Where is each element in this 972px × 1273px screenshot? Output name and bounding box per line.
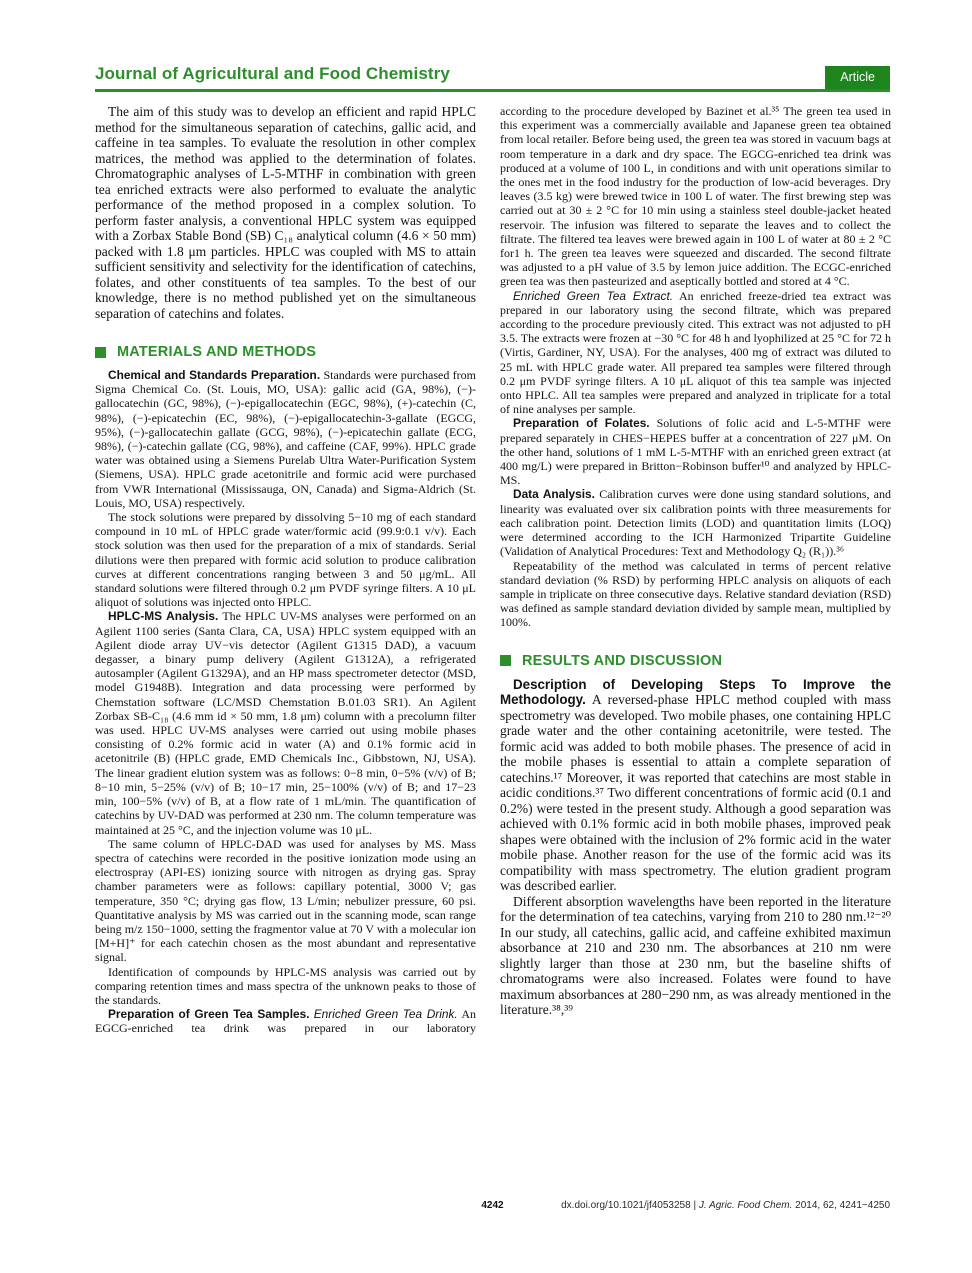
subsection-lead-enriched-extract: Enriched Green Tea Extract. [513,288,674,303]
paragraph-repeatability: Repeatability of the method was calculated in terms of percent relative standard deviation (% RSD) by performing HPLC analysis on aliquots of each sample in triplicate on three consecutive days. Relative standard deviation (RSD) was defined as sample standard deviation divided by sample mean, multiplied by 100%. [500,558,891,630]
left-column [95,104,476,1036]
paragraph-text: A reversed-phase HPLC method coupled with mass spectrometry was developed. Two mobile phases, one containing HPLC grade water and the other containing acetonitrile, were tested. The formic acid was added to both mobile phases. The presence of acid in the mobile phases is essential to attain a complete separation of catechins.¹⁷ Moreover, it was reported that catechins are most stable in acidic conditions.³⁷ Two different concentrations of formic acid (0.1 and 0.2%) were tested in the present study. Although a good separation was achieved with 0.1% formic acid in both mobile phases, improved peak shapes were obtained with the inclusion of 2% formic acid in the water mobile phase. Another reason for the use of the formic acid was its compatibility with mass spectrometry. The elution gradient program was described earlier. [500,692,891,894]
subsection-lead-chemical-standards: Chemical and Standards Preparation. [108,368,321,382]
paragraph-text: An EGCG-enriched tea drink was prepared in our laboratory [95,1007,476,1036]
paragraph-procedure-continuation: according to the procedure developed by Bazinet et al.³⁵ The green tea used in this experiment was a commercially available and Japanese green tea obtained from local retailer. Before being used, the green tea was stored in vacuum bags at room temperature in a dark and dry space. The EGCG-enriched tea drink was produced at a volume of 100 L, in conditions and with unit operations similar to the ones met in the food industry for the production of low-acid beverages. Dry leaves (3.5 kg) were brewed twice in 100 L of water. The first brewing step was carried out at 30 ± 2 °C for 10 min using a stainless steel double-jacket heated reservoir. The infusion was filtered to separate the leaves and to collect the filtrate. The filtered tea leaves were brewed again in 100 L of water at 80 ± 2 °C for1 h. The green tea leaves were squeezed and discarded. The second filtrate was adjusted to a pH value of 3.5 by lemon juice addition. The ECGC-enriched green tea was then pasteurized and aseptically bottled and stored at 4 °C. [500,104,891,289]
paragraph-stock-solutions: The stock solutions were prepared by dissolving 5−10 mg of each standard compound in 10 mL of HPLC grade water/formic acid (99.9:0.1 v/v). Each stock solution was then used for the preparation of a mix of standards. Serial dilutions were then prepared with formic acid solution to produce calibration curves at different concentrations ranging between 3 and 50 μg/mL. All standard solutions were filtered through 0.2 μm PVDF syringe filters. A 10 μL aliquot of solutions was injected onto HPLC. [95,510,476,610]
page-footer [95,1200,890,1216]
section-heading-materials-and-methods [95,344,476,360]
subsection-lead-developing-steps: Description of Developing Steps To Improve the Methodology. [500,676,891,708]
paragraph-developing-steps [500,677,891,894]
intro-paragraph: The aim of this study was to develop an efficient and rapid HPLC method for the simultaneous separation of catechins, gallic acid, and caffeine in tea samples. To evaluate the resolution in other complex matrices, the method was applied to the determination of folates. Chromatographic analyses of L-5-MTHF in combination with green tea enriched extracts were also performed to evaluate the analytic performance of the method proposed in a complex solution. To perform faster analysis, a conventional HPLC system was equipped with a Zorbax Stable Bond (SB) C₁₈ analytical column (4.6 × 50 mm) packed with 1.8 μm particles. HPLC was coupled with MS to attain sufficient sensitivity and selectivity for the identification of catechins, folates, and other constituents of tea samples. To the best of our knowledge, there is no method published yet on the simultaneous separation of catechins and folates. [95,104,476,321]
paragraph-preparation-folates [500,416,891,487]
right-column [500,104,891,1018]
paragraph-green-tea-samples [95,1007,476,1035]
paragraph-absorption-wavelengths: Different absorption wavelengths have been reported in the literature for the determination of tea catechins, varying from 210 to 280 nm.¹²⁻²⁰ In our study, all catechins, gallic acid, and caffeine exhibited maximun absorbance at 210 and 230 nm. The absorbances at 210 nm were slightly larger than those at 230 nm, but the baseline shifts of chromatograms were also increased. Folates were found to have maximum absorbances at 280−290 nm, as was already mentioned in the literature.³⁸,³⁹ [500,893,891,1018]
paragraph-ms-parameters: The same column of HPLC-DAD was used for analyses by MS. Mass spectra of catechins were recorded in the positive ionization mode using an electrospray (API-ES) ionizing source with nitrogen as drying gas. Spray chamber parameters were as follows: capillary potential, 3000 V; gas temperature, 350 °C; drying gas flow, 13 L/min; nebulizer pressure, 60 psi. Quantitative analysis by MS was carried out in the scanning mode, scan range being m/z 150−1000, setting the fragmentor value at 70 V with a molecular ion [M+H]⁺ for each catechin chosen as the most abundant and representative signal. [95,836,476,965]
section-heading-label: MATERIALS AND METHODS [117,344,317,360]
subsection-lead-data-analysis: Data Analysis. [513,487,595,502]
paragraph-text: Solutions of folic acid and L-5-MTHF were prepared separately in CHES−HEPES buffer at a concentration of 227 μM. On the other hand, solutions of 1 mM L-5-MTHF with an enriched green extract (at 400 mg/L) were prepared in Britton−Robinson buffer¹⁰ and analyzed by HPLC-MS. [500,416,892,488]
subsection-sublead-enriched-drink: Enriched Green Tea Drink. [313,1007,458,1022]
paragraph-text: Standards were purchased from Sigma Chemical Co. (St. Louis, MO, USA): gallic acid (GA, 98%), (−)-gallocatechin (GC, 98%), (−)-epigallocatechin (EGC, 98%), (+)-catechin (C, 98%), (−)-epicatechin (EC, 98%), (−)-epigallocatechin-3-gallate (EGCG, 95%), (−)-gallocatechin gallate (GCG, 98%), (−)-epicatechin gallate (ECG, 98%), (−)-catechin gallate (CG, 98%), and caffeine (CAF, 99%). HPLC grade water was obtained using a Siemens Purelab Ultra Water-Purification System (Siemens, USA). HPLC grade acetonitrile and formic acid were purchased from VWR International (Mississauga, ON, Canada) and Sigma-Aldrich (St. Louis, MO, USA) respectively. [95,368,477,510]
paragraph-hplc-ms-analysis [95,609,476,836]
citation-text: 2014, 62, 4241−4250 [792,1200,890,1211]
section-bullet-icon [500,655,511,666]
page-number: 4242 [481,1200,504,1211]
paragraph-text: An enriched freeze-dried tea extract was prepared in our laboratory using the second filtrate, which was prepared according to the procedure previously cited. This extract was not adjusted to pH 3.5. The extracts were frozen at −30 °C for 48 h and lyophilized at 25 °C for 72 h (Virtis, Gardiner, NY, USA). For the analyses, 400 mg of extract was diluted to 25 mL with HPLC grade water. All prepared tea samples were filtered through 0.2 μm PVDF syringe filters. A 10 μL aliquot of this tea sample was injected onto HPLC. All tea samples were prepared and analyzed in triplicate for a total of nine analyses per sample. [500,288,891,417]
paragraph-text: Calibration curves were done using standard solutions, and linearity was evaluated over six calibration points with three measurements for each calibration point. Detection limits (LOD) and quantitation limits (LOQ) were determined according to the ICH Harmonized Tripartite Guideline (Validation of Analytical Procedures: Text and Methodology Q₂ (R₁)).³⁶ [500,487,891,559]
section-heading-results-and-discussion [500,653,891,669]
masthead [95,64,890,92]
article-type-badge: Article [825,66,890,90]
paragraph-enriched-extract [500,289,891,417]
doi-text: dx.doi.org/10.1021/jf4053258 | [561,1200,699,1211]
paragraph-chemical-standards [95,368,476,510]
masthead-row [95,64,890,89]
section-bullet-icon [95,347,106,358]
header-rule [95,89,890,92]
subsection-lead-green-tea-samples: Preparation of Green Tea Samples. [108,1007,310,1022]
paragraph-text: The HPLC UV-MS analyses were performed on an Agilent 1100 series (Santa Clara, CA, USA) HPLC system equipped with an Agilent diode array UV−vis detector (Agilent G1315 DAD), a vacuum degasser, a binary pump delivery (Agilent G1312A), a refrigerated autosampler (Agilent G1329A), and an HP mass spectrometer detector (MSD, model G1948B). Integration and data processing were performed by Chemstation software (LC/MSD Chemstation B.01.03 SR1). An Agilent Zorbax SB-C₁₈ (4.6 mm id × 50 mm, 1.8 μm) column with a precolumn filter was used. HPLC UV-MS analyses were carried out using mobile phases consisting of 0.2% formic acid in water (A) and 0.1% formic acid in acetonitrile (B) (HPLC grade, EMD Chemicals Inc., Gibbstown, NJ, USA). The linear gradient elution system was as follows: 0−8 min, 0−5% (v/v) of B; 8−10 min, 5−25% (v/v) of B; 10−17 min, 25−100% (v/v) of B; and 17−23 min, 100−5% (v/v) of B, at a flow rate of 1 mL/min. The quantification of catechins by UV-DAD was performed at 230 nm. The column temperature was maintained at 25 °C, and the injection volume was 10 μL. [95,609,476,837]
subsection-lead-hplc-ms: HPLC-MS Analysis. [108,609,219,624]
doi-citation [561,1200,890,1211]
journal-abbreviation: J. Agric. Food Chem. [698,1200,793,1211]
paragraph-identification: Identification of compounds by HPLC-MS analysis was carried out by comparing retention times and mass spectra of the unknown peaks to those of the standards. [95,964,476,1007]
paragraph-data-analysis [500,487,891,558]
subsection-lead-folates: Preparation of Folates. [513,416,650,431]
section-heading-label: RESULTS AND DISCUSSION [522,652,723,669]
journal-title: Journal of Agricultural and Food Chemistry [95,64,450,83]
